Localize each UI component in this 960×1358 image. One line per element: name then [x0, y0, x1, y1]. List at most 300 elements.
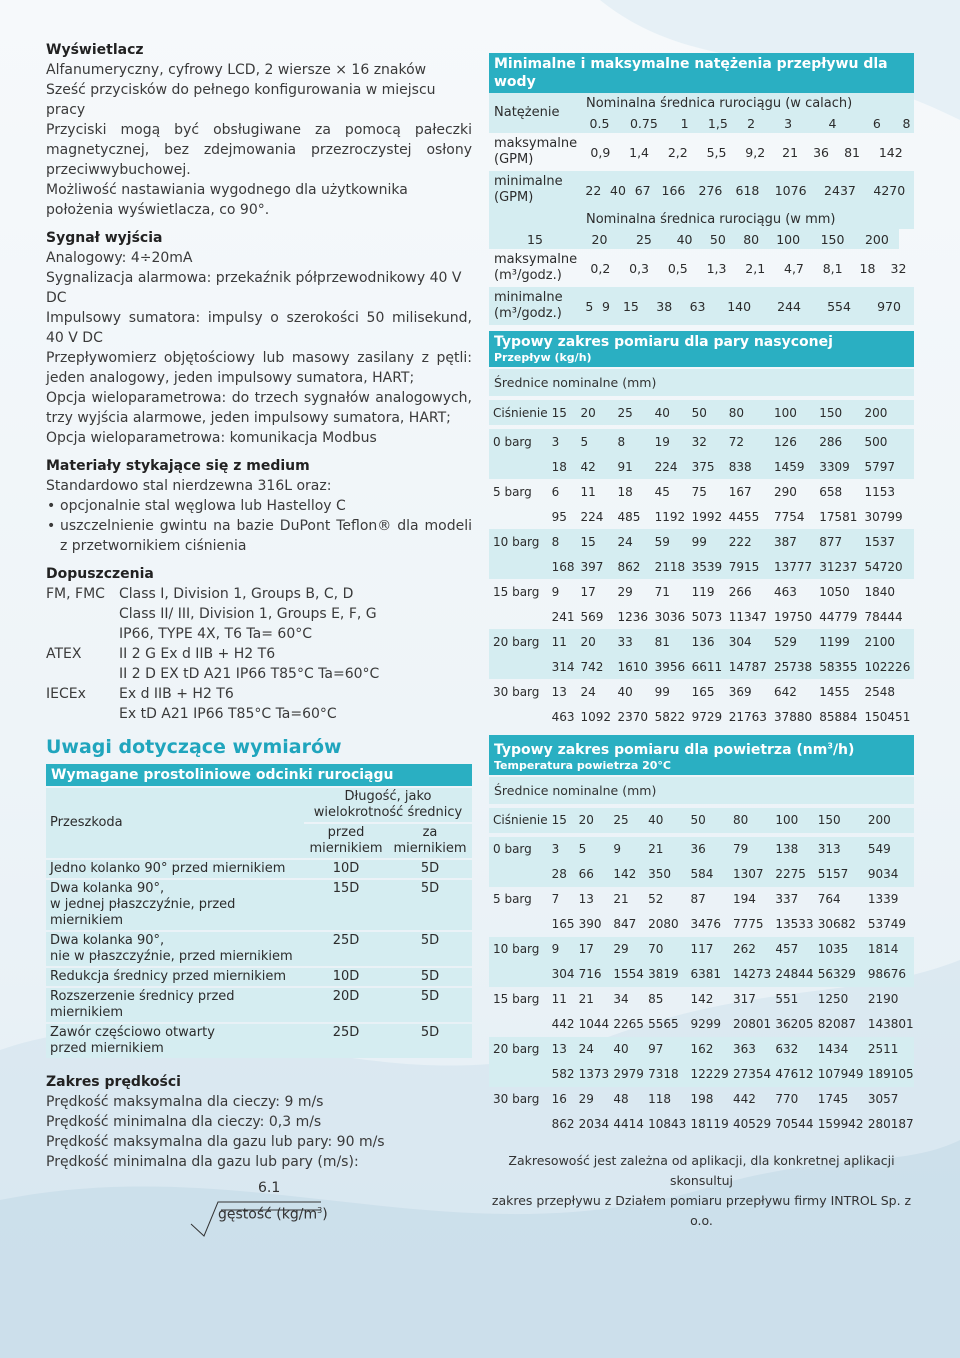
steam-value: 314 — [551, 659, 575, 674]
water-min-gpm: 40 — [610, 182, 626, 198]
air-value: 117 — [690, 942, 714, 957]
air-value: 198 — [690, 1092, 714, 1107]
steam-pressure-blank — [489, 604, 548, 629]
air-value: 24 — [578, 1042, 594, 1057]
air-pressure-blank — [489, 862, 548, 887]
steam-value: 1199 — [819, 634, 850, 649]
steam-value: 24 — [617, 534, 633, 549]
air-value: 1434 — [817, 1042, 849, 1057]
air-row-min — [489, 1087, 914, 1112]
air-value: 9034 — [867, 867, 899, 882]
air-value: 14273 — [732, 967, 772, 982]
materials-bullet: • uszczelnienie gwintu na bazie DuPont Teflon® dla modeli z przetwornikiem ciśnienia — [60, 516, 472, 556]
water-min-m3: 970 — [877, 298, 901, 314]
air-size: 15 — [551, 813, 567, 828]
air-value: 85 — [648, 992, 664, 1007]
air-value: 87 — [690, 892, 706, 907]
air-value: 17 — [578, 942, 594, 957]
steam-row-min — [489, 429, 914, 454]
steam-value: 1153 — [864, 484, 896, 499]
steam-value: 19 — [654, 434, 670, 449]
air-value: 30682 — [817, 917, 856, 932]
dimensions-title: Uwagi dotyczące wymiarów — [46, 736, 342, 758]
steam-value: 25738 — [773, 659, 813, 674]
air-pressure: 15 barg — [493, 992, 540, 1007]
air-value: 1307 — [732, 867, 764, 882]
pipe-before: 15D — [304, 880, 388, 930]
steam-size: 20 — [580, 405, 596, 420]
air-value: 40529 — [732, 1117, 772, 1132]
air-value: 2275 — [775, 867, 806, 882]
air-pressure: 20 barg — [493, 1042, 540, 1057]
steam-value: 4455 — [728, 509, 760, 524]
materials-section — [46, 456, 472, 556]
air-value: 764 — [817, 892, 841, 907]
output-line: Sygnalizacja alarmowa: przekaźnik półprzewodnikowy 40 V DC — [46, 270, 462, 306]
air-value: 1814 — [867, 942, 899, 957]
air-value: 29 — [613, 942, 629, 957]
steam-pressure: 0 barg — [493, 434, 532, 449]
air-row-max — [489, 1012, 914, 1037]
left-column — [46, 40, 472, 1240]
steam-row-min — [489, 479, 914, 504]
steam-pressure: 10 barg — [493, 534, 540, 549]
air-value: 194 — [732, 892, 756, 907]
air-value: 48 — [613, 1092, 629, 1107]
air-value: 82087 — [817, 1017, 856, 1032]
steam-value: 17 — [580, 584, 596, 599]
air-subtitle: Temperatura powietrza 20°C — [494, 758, 671, 772]
steam-value: 3309 — [819, 459, 850, 474]
pipe-table-row — [46, 1024, 472, 1058]
speed-line: Prędkość minimalna dla cieczy: 0,3 m/s — [46, 1114, 322, 1130]
approval-line: Class I, Division 1, Groups B, C, D — [119, 586, 354, 602]
steam-row-max — [489, 454, 914, 479]
air-value: 442 — [551, 1017, 575, 1032]
pipe-before: 20D — [304, 988, 388, 1022]
air-row-max — [489, 1062, 914, 1087]
steam-value: 8 — [617, 434, 626, 449]
steam-value: 11 — [551, 634, 567, 649]
water-inch-size: 0.5 — [589, 115, 610, 131]
water-max-m3: 0,2 — [590, 260, 611, 276]
air-value: 3476 — [690, 917, 722, 932]
pipe-before: 10D — [304, 968, 388, 986]
water-min-gpm: 67 — [634, 182, 651, 198]
water-inch-size: 3 — [784, 115, 793, 131]
air-value: 70 — [648, 942, 664, 957]
air-value: 24844 — [775, 967, 814, 982]
steam-value: 54720 — [864, 559, 903, 574]
materials-bullet: • opcjonalnie stal węglowa lub Hastelloy C — [60, 496, 472, 516]
steam-value: 3 — [551, 434, 560, 449]
steam-value: 463 — [551, 709, 575, 724]
speed-line: Prędkość maksymalna dla cieczy: 9 m/s — [46, 1094, 324, 1110]
approval-line: Ex tD A21 IP66 T85°C Ta=60°C — [119, 706, 337, 722]
air-value: 716 — [578, 967, 602, 982]
water-min-gpm: 276 — [698, 182, 723, 198]
approval-line: Class II/ III, Division 1, Groups E, F, G — [119, 606, 377, 622]
air-block — [489, 777, 914, 1137]
steam-row-min — [489, 679, 914, 704]
footnote-line: Zakresowość jest zależna od aplikacji, dla konkretnej aplikacji skonsultuj — [508, 1152, 895, 1188]
water-inch-size: 8 — [902, 115, 911, 131]
air-value: 632 — [775, 1042, 799, 1057]
air-value: 363 — [732, 1042, 756, 1057]
air-value: 21 — [613, 892, 629, 907]
steam-value: 18 — [617, 484, 633, 499]
pipe-table-row — [46, 988, 472, 1022]
display-section — [46, 40, 472, 220]
approval-key: FM, FMC — [46, 586, 105, 602]
steam-size: 80 — [728, 405, 744, 420]
steam-value: 742 — [580, 659, 604, 674]
air-value: 1339 — [867, 892, 899, 907]
air-value: 142 — [613, 867, 637, 882]
air-value: 118 — [648, 1092, 672, 1107]
steam-pressure: 15 barg — [493, 584, 540, 599]
steam-row-max — [489, 654, 914, 679]
steam-value: 1992 — [691, 509, 723, 524]
air-pressure-blank — [489, 1012, 548, 1037]
water-min-m3: 63 — [689, 298, 706, 314]
steam-row-max — [489, 554, 914, 579]
formula-numerator: 6.1 — [258, 1180, 281, 1196]
air-value: 584 — [690, 867, 714, 882]
water-max-gpm: 81 — [844, 144, 860, 160]
air-value: 7318 — [648, 1067, 679, 1082]
steam-value: 1840 — [864, 584, 896, 599]
water-min-m3: 38 — [656, 298, 673, 314]
steam-value: 485 — [617, 509, 641, 524]
steam-value: 9729 — [691, 709, 723, 724]
water-min-gpm-label: minimalne (GPM) — [494, 174, 563, 205]
air-value: 1044 — [578, 1017, 610, 1032]
water-min-m3: 5 — [585, 298, 594, 314]
air-value: 337 — [775, 892, 799, 907]
air-row-max — [489, 1112, 914, 1137]
pipe-col-after: za miernikiem — [388, 824, 472, 858]
air-value: 2034 — [578, 1117, 610, 1132]
air-value: 47612 — [775, 1067, 814, 1082]
approval-line: IP66, TYPE 4X, T6 Ta= 60°C — [119, 626, 313, 642]
steam-value: 1050 — [819, 584, 850, 599]
air-value: 457 — [775, 942, 799, 957]
pipe-col-length: Długość, jako wielokrotność średnicy — [304, 788, 472, 822]
steam-value: 2548 — [864, 684, 896, 699]
air-pressure: 5 barg — [493, 892, 532, 907]
air-value: 549 — [867, 842, 891, 857]
steam-value: 529 — [773, 634, 797, 649]
air-value: 27354 — [732, 1067, 772, 1082]
materials-intro: Standardowo stal nierdzewna 316L oraz: — [46, 478, 332, 494]
pipe-table-title: Wymagane prostoliniowe odcinki rurociągu — [46, 764, 472, 786]
steam-pressure-blank — [489, 654, 548, 679]
air-value: 16 — [551, 1092, 567, 1107]
air-size: 150 — [817, 813, 841, 828]
steam-value: 5822 — [654, 709, 686, 724]
display-line: Alfanumeryczny, cyfrowy LCD, 2 wiersze × 16 znaków — [46, 62, 427, 78]
air-value: 3819 — [648, 967, 679, 982]
air-value: 162 — [690, 1042, 714, 1057]
air-dn-label: Średnice nominalne (mm) — [489, 777, 914, 804]
air-value: 1250 — [817, 992, 849, 1007]
steam-subtitle: Przepływ (kg/h) — [494, 351, 592, 364]
air-value: 847 — [613, 917, 637, 932]
air-value: 29 — [578, 1092, 594, 1107]
steam-value: 99 — [691, 534, 707, 549]
water-max-m3: 2,1 — [745, 260, 766, 276]
water-max-m3: 8,1 — [822, 260, 843, 276]
steam-value: 31237 — [819, 559, 858, 574]
water-inch-size: 2 — [747, 115, 756, 131]
air-value: 40 — [613, 1042, 629, 1057]
steam-size: 100 — [773, 405, 797, 420]
steam-value: 5 — [580, 434, 589, 449]
pipe-before: 10D — [304, 860, 388, 878]
steam-row-min — [489, 629, 914, 654]
water-max-gpm: 36 — [813, 144, 829, 160]
output-line: Analogowy: 4÷20mA — [46, 250, 193, 266]
pipe-obstacle: Rozszerzenie średnicy przed miernikiem — [46, 988, 304, 1022]
steam-row-max — [489, 604, 914, 629]
steam-size: 50 — [691, 405, 707, 420]
air-value: 9 — [551, 942, 560, 957]
air-title: Typowy zakres pomiaru dla powietrza $(nm^3/h)$ — [494, 741, 855, 758]
pipe-table — [46, 786, 472, 1060]
steam-value: 91 — [617, 459, 633, 474]
air-value: 2080 — [648, 917, 679, 932]
air-value: 165 — [551, 917, 575, 932]
steam-pressure-blank — [489, 554, 548, 579]
air-value: 28 — [551, 867, 567, 882]
pipe-obstacle: Dwa kolanka 90°, nie w płaszczyźnie, przed miernikiem — [46, 932, 304, 966]
water-mm-size: 200 — [864, 231, 889, 247]
water-max-gpm: 142 — [878, 144, 903, 160]
steam-value: 85884 — [819, 709, 858, 724]
steam-value: 19750 — [773, 609, 813, 624]
water-min-gpm: 22 — [585, 182, 602, 198]
air-value: 13 — [551, 1042, 567, 1057]
water-mm-size: 15 — [527, 231, 543, 247]
air-value: 20801 — [732, 1017, 772, 1032]
air-value: 5157 — [817, 867, 849, 882]
air-header-row — [489, 808, 914, 833]
steam-size: 25 — [617, 405, 633, 420]
steam-value: 9 — [551, 584, 560, 599]
steam-value: 463 — [773, 584, 797, 599]
steam-value: 5073 — [691, 609, 723, 624]
air-size: 20 — [578, 813, 594, 828]
air-value: 13 — [578, 892, 594, 907]
approvals-grid — [46, 584, 472, 724]
steam-pressure-blank — [489, 704, 548, 729]
steam-value: 290 — [773, 484, 797, 499]
pipe-table-row — [46, 880, 472, 930]
steam-value: 2118 — [654, 559, 686, 574]
water-inch-size: 4 — [828, 115, 837, 131]
steam-value: 6611 — [691, 659, 723, 674]
steam-value: 11 — [580, 484, 596, 499]
steam-value: 136 — [691, 634, 715, 649]
water-min-m3: 15 — [622, 298, 639, 314]
air-value: 2979 — [613, 1067, 644, 1082]
water-max-m3: 0,5 — [667, 260, 688, 276]
steam-row-min — [489, 529, 914, 554]
air-value: 98676 — [867, 967, 907, 982]
water-max-gpm: 9,2 — [745, 144, 766, 160]
air-value: 11 — [551, 992, 567, 1007]
steam-value: 13777 — [773, 559, 813, 574]
air-row-max — [489, 962, 914, 987]
steam-value: 30799 — [864, 509, 903, 524]
air-value: 7 — [551, 892, 560, 907]
air-value: 97 — [648, 1042, 664, 1057]
water-flow-label: Natężenie — [489, 93, 581, 133]
air-value: 36 — [690, 842, 706, 857]
air-size: 50 — [690, 813, 706, 828]
water-mm-size: 40 — [676, 231, 693, 247]
approvals-title: Dopuszczenia — [46, 566, 154, 582]
air-value: 317 — [732, 992, 756, 1007]
steam-value: 165 — [691, 684, 715, 699]
air-pressure-blank — [489, 1112, 548, 1137]
steam-value: 42 — [580, 459, 596, 474]
air-value: 79 — [732, 842, 749, 857]
materials-list — [46, 496, 472, 556]
output-line: Impulsowy sumatora: impulsy o szerokości 50 milisekund, 40 V DC — [46, 310, 472, 346]
air-value: 70544 — [775, 1117, 814, 1132]
water-min-m3: 9 — [601, 298, 610, 314]
steam-value: 7915 — [728, 559, 760, 574]
steam-value: 642 — [773, 684, 797, 699]
steam-row-max — [489, 704, 914, 729]
steam-value: 241 — [551, 609, 575, 624]
air-value: 770 — [775, 1092, 799, 1107]
display-line: Sześć przycisków do pełnego konfigurowania w miejscu pracy — [46, 82, 436, 118]
water-min-gpm: 2437 — [824, 182, 856, 198]
footnote-line: zakres przepływu z Działem pomiaru przepływu firmy INTROL Sp. z o.o. — [491, 1192, 912, 1228]
steam-value: 11347 — [728, 609, 767, 624]
steam-value: 877 — [819, 534, 843, 549]
steam-value: 167 — [728, 484, 752, 499]
steam-value: 569 — [580, 609, 604, 624]
air-pressure-blank — [489, 912, 548, 937]
steam-row-min — [489, 579, 914, 604]
pipe-col-obstacle: Przeszkoda — [46, 788, 304, 858]
air-pressure: 30 barg — [493, 1092, 540, 1107]
steam-value: 18 — [551, 459, 567, 474]
right-column — [489, 53, 914, 1231]
steam-value: 658 — [819, 484, 843, 499]
air-pressure: 0 barg — [493, 842, 532, 857]
air-title-bar — [489, 735, 914, 775]
water-max-gpm-label: maksymalne (GPM) — [494, 136, 578, 167]
air-range-table — [489, 808, 914, 1137]
air-value: 7775 — [732, 917, 764, 932]
air-value: 56329 — [817, 967, 856, 982]
pipe-after: 5D — [388, 988, 472, 1022]
air-value: 4414 — [613, 1117, 644, 1132]
formula-denominator: gęstość $(kg/m^3)$ — [218, 1206, 328, 1223]
speed-line: Prędkość maksymalna dla gazu lub pary: 90 m/s — [46, 1134, 385, 1150]
steam-value: 1610 — [617, 659, 649, 674]
steam-value: 6 — [551, 484, 560, 499]
steam-value: 2100 — [864, 634, 896, 649]
air-value: 21 — [648, 842, 664, 857]
air-size: 100 — [775, 813, 799, 828]
air-size: 40 — [648, 813, 664, 828]
air-value: 21 — [578, 992, 594, 1007]
air-size: 25 — [613, 813, 629, 828]
air-value: 1554 — [613, 967, 644, 982]
display-line: Możliwość nastawiania wygodnego dla użytkownika położenia wyświetlacza, co 90°. — [46, 182, 408, 218]
pipe-table-row — [46, 968, 472, 986]
water-min-m3: 554 — [827, 298, 851, 314]
output-line: Przepływomierz objętościowy lub masowy zasilany z pętli: jeden analogowy, jeden impulsowy sumatora, HART; — [46, 350, 472, 386]
water-max-gpm: 5,5 — [706, 144, 727, 160]
air-value: 6381 — [690, 967, 722, 982]
steam-value: 17581 — [819, 509, 858, 524]
air-value: 10843 — [648, 1117, 687, 1132]
air-row-min — [489, 1037, 914, 1062]
water-min-gpm: 1076 — [774, 182, 807, 198]
steam-value: 224 — [580, 509, 604, 524]
air-value: 66 — [578, 867, 594, 882]
steam-size: 200 — [864, 405, 888, 420]
water-inch-size: 1 — [680, 115, 689, 131]
air-value: 262 — [732, 942, 756, 957]
output-line: Opcja wieloparametrowa: komunikacja Modbus — [46, 430, 377, 446]
air-value: 18119 — [690, 1117, 729, 1132]
water-max-gpm: 21 — [782, 144, 799, 160]
steam-value: 40 — [617, 684, 633, 699]
speed-line: Prędkość minimalna dla gazu lub pary (m/s): — [46, 1154, 359, 1170]
air-value: 280187 — [867, 1117, 914, 1132]
pipe-table-row — [46, 932, 472, 966]
water-min-m3: 244 — [777, 298, 801, 314]
water-min-gpm: 618 — [735, 182, 760, 198]
water-min-m3: 140 — [727, 298, 752, 314]
water-min-gpm: 166 — [661, 182, 686, 198]
steam-value: 119 — [691, 584, 715, 599]
pipe-obstacle: Redukcja średnicy przed miernikiem — [46, 968, 304, 986]
air-value: 1745 — [817, 1092, 849, 1107]
water-max-gpm: 0,9 — [590, 144, 611, 160]
approval-line: Ex d IIB + H2 T6 — [119, 686, 234, 702]
steam-row-max — [489, 504, 914, 529]
air-value: 313 — [817, 842, 841, 857]
air-value: 36205 — [775, 1017, 814, 1032]
steam-value: 126 — [773, 434, 797, 449]
output-line: Opcja wieloparametrowa: do trzech sygnałów analogowych, trzy wyjścia alarmowe, jeden impulsowy sumatora, HART; — [46, 390, 472, 426]
air-pressure-label: Ciśnienie — [493, 813, 548, 828]
steam-value: 1092 — [580, 709, 612, 724]
air-value: 13533 — [775, 917, 814, 932]
steam-value: 1537 — [864, 534, 896, 549]
air-value: 34 — [613, 992, 629, 1007]
steam-header-row — [489, 400, 914, 425]
water-min-gpm: 4270 — [873, 182, 906, 198]
display-line: Przyciski mogą być obsługiwane za pomocą pałeczki magnetycznej, bez zdejmowania przezroczystej osłony przeciwwybuchowej. — [46, 122, 472, 178]
steam-value: 21763 — [728, 709, 767, 724]
steam-value: 75 — [691, 484, 707, 499]
pipe-after: 5D — [388, 880, 472, 930]
air-value: 9299 — [690, 1017, 722, 1032]
steam-value: 838 — [728, 459, 752, 474]
air-value: 138 — [775, 842, 799, 857]
air-row-max — [489, 912, 914, 937]
